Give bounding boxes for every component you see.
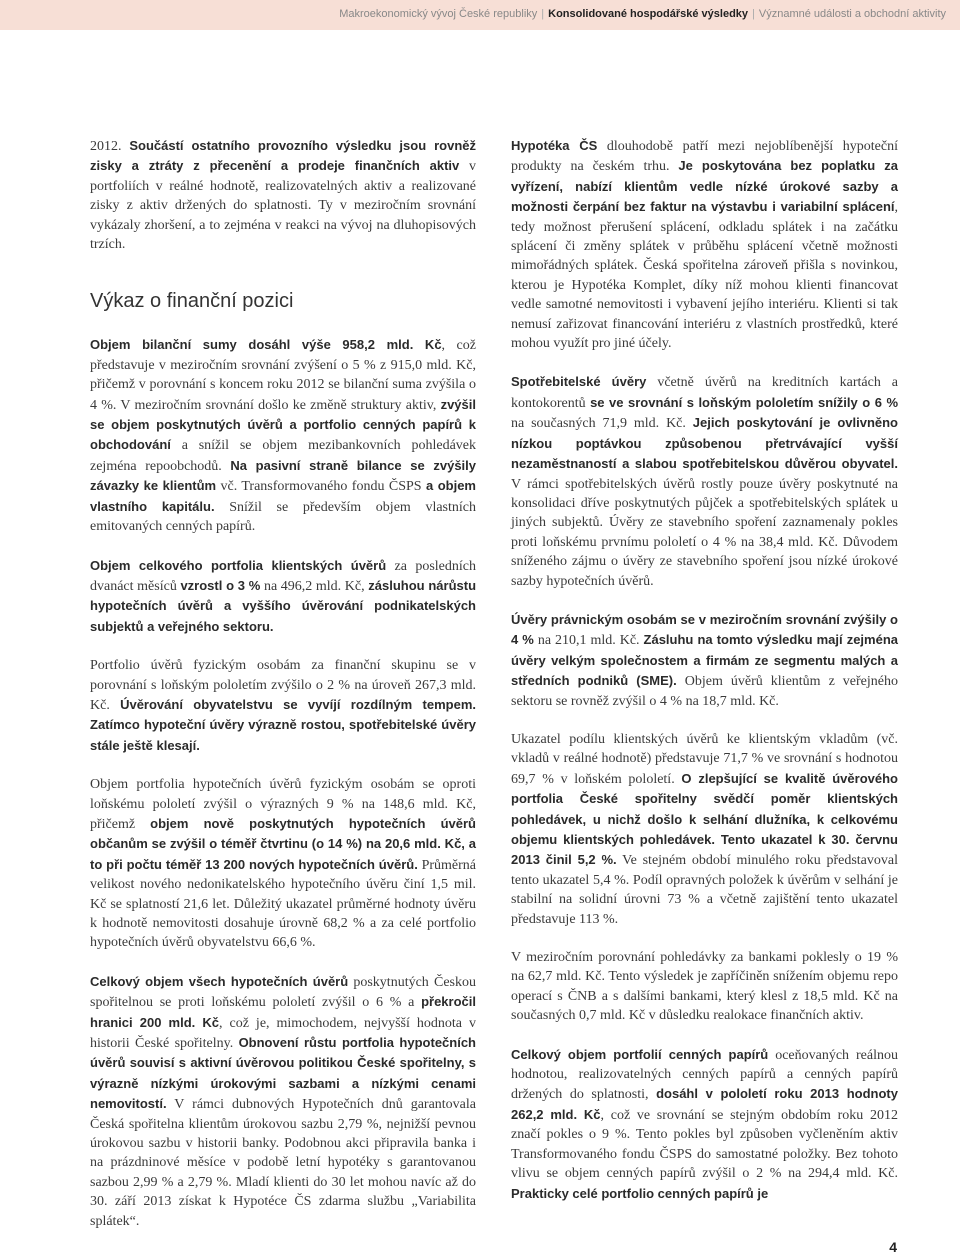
text-run: , tedy možnost přerušení splácení, odkladu splátek i na začátku splácení či změny splátek v průběhu splácení včetně možnosti mimořádných splátek. Česká spořitelna zároveň přišla s novinkou, kterou je Hypotéka Komplet, díky níž mohou klienti financovat vedle samotné nemovitosti i vybavení jejího interiéru. Klienti si tak nemusí zařizovat financování interiéru z vlastních prostředků, které mohou využít pro jiné účely. xyxy=(511,200,898,352)
text-run: , což ve srovnání se stejným obdobím roku 2012 značí pokles o 9 %. Tento pokles byl způsoben vyčleněním aktiv Transformovaného fondu ČSPS do samostatné položky. Bez tohoto vlivu se objem cenných papírů zvýšil o 2 % na 294,4 mld. Kč. xyxy=(511,1107,898,1182)
corporate-loans-paragraph xyxy=(511,610,898,711)
bold-text-run: objem nově poskytnutých hypotečních úvěrů občanům se zvýšil o téměř čtvrtinu (o 14 %) na 20,6 mld. Kč, a to při počtu téměř 13 200 nových hypotečních úvěrů. xyxy=(90,815,476,872)
bold-text-run: Součástí ostatního provozního výsledku jsou rovněž zisky a ztráty z přecenění a prodeje finančních aktiv xyxy=(90,138,476,174)
text-run: v portfoliích v reálné hodnotě, realizovatelných aktiv a realizované zisky z aktiv držených do splatnosti. Ty v meziročním srovnání vykázaly zhoršení, a to zejména v reakci na vývoj na dluhopisových trzích. xyxy=(90,159,477,253)
page-number: 4 xyxy=(889,1239,897,1255)
bold-text-run: Úvěrování obyvatelstvu se vyvíjí rozdílným tempem. Zatímco hypoteční úvěry výrazně rostou, spotřebitelské úvěry stále ještě klesají. xyxy=(90,696,477,753)
text-run: 2012. xyxy=(90,139,130,154)
bold-text-run: Zásluhu na tomto výsledku mají zejména úvěry velkým společnostem a firmám ze segmentu malých a středních podniků (SME). xyxy=(511,632,898,689)
text-run: Ukazatel podílu klientských úvěrů ke klientským vkladům (vč. vkladů v reálné hodnotě) představuje 71,7 % ve srovnání s hodnotou 69,7 % v loňském pololetí. xyxy=(511,731,898,787)
section-title: Výkaz o finanční pozici xyxy=(90,290,294,313)
breadcrumb-separator: | xyxy=(541,8,545,20)
bold-text-run: Úvěry právnickým osobám se v meziročním srovnání zvýšily o 4 % xyxy=(511,611,898,648)
text-run: na současných 71,9 mld. Kč. xyxy=(511,416,693,432)
text-run: a snížil se objem mezibankovních pohledávek zejména repoobchodů. xyxy=(90,438,476,474)
hypoteka-paragraph xyxy=(511,136,898,353)
breadcrumb-item[interactable]: Významné události a obchodní aktivity xyxy=(758,8,946,20)
text-run: včetně úvěrů na kreditních kartách a kontokorentů xyxy=(511,375,899,411)
text-run: Ve stejném období minulého roku představoval tento ukazatel 5,4 %. Podíl opravných položek k úvěrům v selhání je stabilní na solidní úrovni 73 % a včetně zajištění tento ukazatel představuje 113 %. xyxy=(511,853,898,927)
bold-text-run: zásluhou nárůstu hypotečních úvěrů a vyššího úvěrování podnikatelských subjektů a veřejného sektoru. xyxy=(90,577,477,634)
bold-text-run: Je poskytována bez poplatku za vyřízení, nabízí klientům vedle nízké úrokové sazby a možnosti čerpání bez faktur na výstavbu i variabilní splácení xyxy=(511,158,898,215)
bold-text-run: Prakticky celé portfolio cenných papírů je xyxy=(511,1185,769,1201)
interbank-paragraph xyxy=(511,948,898,1026)
bold-text-run: Jejich poskytování je ovlivněno nízkou poptávkou způsobenou přetrvávající vyšší nezaměstnaností a slabou spotřebitelskou důvěrou obyvatel. xyxy=(511,415,898,472)
bold-text-run: Objem bilanční sumy dosáhl výše 958,2 mld. Kč xyxy=(90,337,442,353)
breadcrumb-item-active[interactable]: Konsolidované hospodářské výsledky xyxy=(548,8,749,20)
bold-text-run: Celkový objem portfolií cenných papírů xyxy=(511,1046,769,1062)
text-run: , což představuje v meziročním srovnání zvýšení o 5 % z 915,0 mld. Kč, přičemž v porovnání s koncem roku 2012 se bilanční suma zvýšila o 4 %. V meziročním srovnání došlo ke změně struktury aktiv, xyxy=(90,338,476,413)
text-run: na 496,2 mld. Kč, xyxy=(260,578,369,594)
text-run: Portfolio úvěrů fyzickým osobám za finanční skupinu se v porovnání s loňským pololetím zvýšilo o 2 % na úroveň 267,3 mld. Kč. xyxy=(90,658,476,713)
text-run: oceňovaných reálnou hodnotou, realizovatelných cenných papírů a cenných papírů držených do splatnosti, xyxy=(511,1047,898,1103)
retail-loans-paragraph xyxy=(90,656,476,756)
text-run: V meziročním porovnání pohledávky za bankami poklesly o 19 % na 62,7 mld. Kč. Tento výsledek je zapříčiněn snížením objemu repo operací s ČNB a s dalšími bankami, který klesl z 18,5 mld. Kč na současných 0,7 mld. Kč v důsledku realokace finančních aktiv. xyxy=(511,950,898,1024)
bold-text-run: vzrostl o 3 % xyxy=(180,577,261,593)
header-band xyxy=(0,0,960,30)
consumer-loans-paragraph xyxy=(511,372,898,590)
text-run: dlouhodobě patří mezi nejoblíbenější hypoteční produkty na českém trhu. xyxy=(511,139,898,175)
bold-text-run: Objem celkového portfolia klientských úvěrů xyxy=(90,557,387,573)
mortgage-portfolio-paragraph xyxy=(90,775,476,953)
bold-text-run: se ve srovnání s loňským pololetím snížily o 6 % xyxy=(590,394,899,410)
breadcrumb xyxy=(339,8,946,20)
bold-text-run: Obnovení růstu portfolia hypotečních úvěrů souvisí s aktivní úvěrovou politikou České spořitelny, s výrazně nízkými úrokovými sazbami a nízkými cenami nemovitostí. xyxy=(90,1035,476,1112)
text-run: Objem portfolia hypotečních úvěrů fyzickým osobám se oproti loňskému pololetí zvýšil o výrazných 9 % na 148,6 mld. Kč, přičemž xyxy=(90,777,476,832)
text-run: V rámci spotřebitelských úvěrů rostly pouze úvěry poskytnuté na konsolidaci dříve poskytnutých půjček a spotřebitelských splátek u jiných subjektů. Úvěry ze stavebního spoření zaznamenaly pokles proti loňskému prvnímu pololetí o 4 % na 38,4 mld. Kč. Důvodem sníženého zájmu o úvěry ze stavebního spoření jsou nízké úrokové sazby hypotečních úvěrů. xyxy=(511,476,898,589)
bold-text-run: Celkový objem všech hypotečních úvěrů xyxy=(90,973,349,989)
text-run: na 210,1 mld. Kč. xyxy=(533,633,644,649)
balance-sheet-paragraph xyxy=(90,335,476,536)
bold-text-run: dosáhl v pololetí roku 2013 hodnoty 262,2 mld. Kč xyxy=(511,1086,898,1122)
text-run: , což je, mimochodem, nejvyšší hodnota v historii České spořitelny. xyxy=(90,1015,477,1052)
bold-text-run: O zlepšující se kvalitě úvěrového portfolia České spořitelny svědčí poměr klientských pohledávek, u nichž došlo k selhání dlužníka, k celkovému objemu klientských pohledávek. Tento ukazatel k 30. červnu 2013 činil 5,2 %. xyxy=(511,770,898,868)
bold-text-run: překročil hranici 200 mld. Kč xyxy=(90,994,476,1030)
breadcrumb-item[interactable]: Makroekonomický vývoj České republiky xyxy=(339,8,538,20)
client-loans-paragraph xyxy=(90,556,476,638)
text-run: za posledních dvanáct měsíců xyxy=(90,558,476,594)
bold-text-run: zvýšil se objem poskytnutých úvěrů a portfolio cenných papírů k obchodování xyxy=(90,396,476,453)
securities-paragraph xyxy=(511,1045,898,1204)
bold-text-run: Hypotéka ČS xyxy=(511,138,598,153)
right-column xyxy=(511,136,898,1204)
left-column xyxy=(90,136,476,1231)
text-run: Objem úvěrů klientům z veřejného sektoru se rovněž zvýšil o 4 % na 18,7 mld. Kč. xyxy=(511,674,898,709)
text-run: Snížil se především objem vlastních emitovaných cenných papírů. xyxy=(90,499,476,535)
text-run: V rámci dubnových Hypotečních dnů garantovala Česká spořitelna klientům úrokovou sazbu 2,79 %, nejnižší pevnou úrokovou sazbu v historii banky. Podobnou akci připravila banka i na prázdninové měsíce v podobě letní hypotéky s garantovanou sazbou 2,99 % a 2,79 %. Mladí klienti do 30 let mohou navíc až do 30. září 2013 získat k Hypotéce ČS zdarma službu „Variabilita splátek“. xyxy=(90,1097,476,1229)
bold-text-run: Spotřebitelské úvěry xyxy=(511,374,647,390)
loan-deposit-ratio-paragraph xyxy=(511,730,898,929)
bold-text-run: a objem vlastního kapitálu. xyxy=(90,478,476,514)
intro-paragraph xyxy=(90,136,476,254)
text-run: Průměrná velikost nového nedonikatelského hypotečního úvěru činí 1,5 mil. Kč se splatností 21,6 let. Důležitý ukazatel průměrné hodnoty úvěru k hodnotě nemovitosti dosahuje úrovně 68,2 % a za celé portfolio hypotečních úvěrů obyvatelstvu 66,6 %. xyxy=(90,857,476,951)
breadcrumb-separator: | xyxy=(752,8,755,20)
bold-text-run: Na pasivní straně bilance se zvýšily závazky ke klientům xyxy=(90,457,477,494)
text-run: poskytnutých Českou spořitelnou se proti loňskému pololetí zvýšil o 6 % a xyxy=(90,974,476,1011)
text-run: vč. Transformovaného fondu ČSPS xyxy=(216,479,426,495)
mortgage-total-paragraph xyxy=(90,972,476,1231)
